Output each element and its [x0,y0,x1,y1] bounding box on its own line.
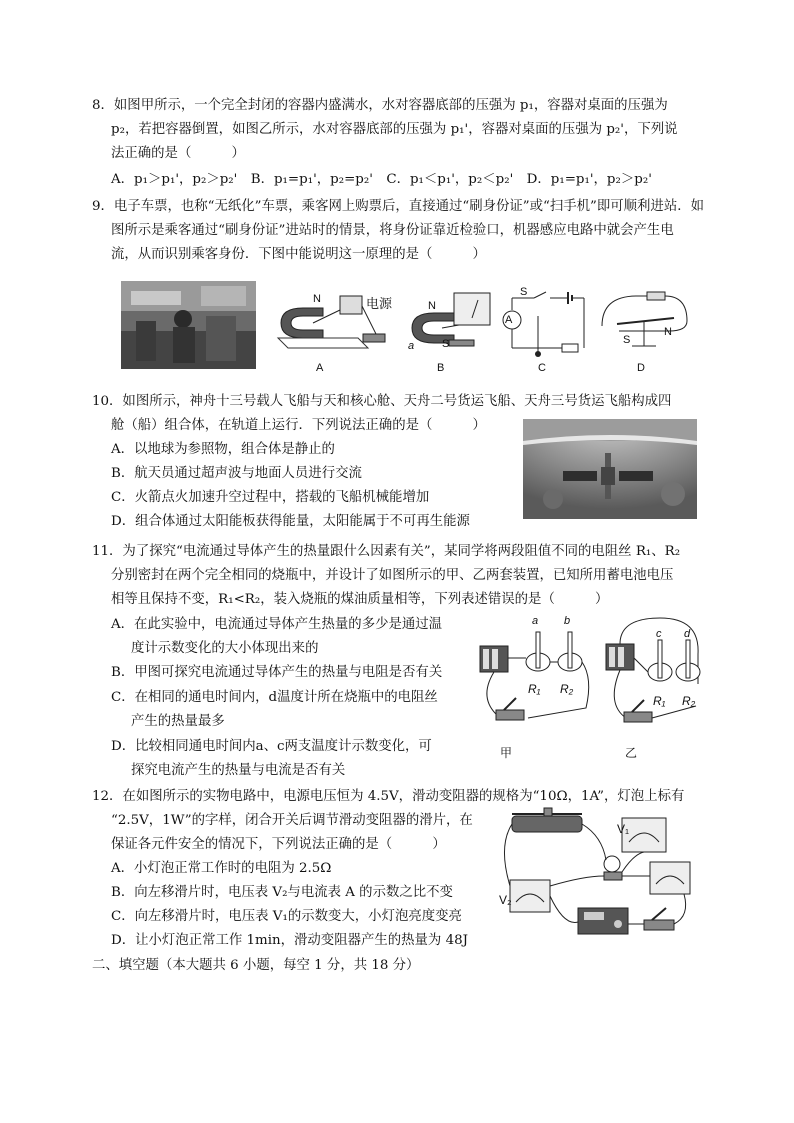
q11-option-d1: D．比较相同通电时间内a、c两支温度计示数变化，可 [111,739,432,754]
q9-line2: 图所示是乘客通过“刷身份证”进站时的情景，将身份证靠近检验口，机器感应电路中就会产生电 [111,223,674,238]
q8-line1: 8．如图甲所示，一个完全封闭的容器内盛满水，水对容器底部的压强为 p₁，容器对桌面的压强为 [92,98,668,113]
q9-label-b: B [437,362,445,374]
q12-circuit-figure [494,806,694,944]
q11-option-a2: 度计示数变化的大小体现出来的 [131,641,319,656]
q9-label-s4: S [623,334,631,346]
q10-line2: 舱（船）组合体，在轨道上运行．下列说法正确的是（ ） [111,418,486,433]
q11-label-r2b: R₂ [682,694,696,708]
q11-option-c2: 产生的热量最多 [131,714,225,729]
q11-label-yi: 乙 [625,746,638,760]
q11-label-r1a: R₁ [528,682,541,696]
q10-option-b: B．航天员通过超声波与地面人员进行交流 [111,466,362,481]
section-2-heading: 二、填空题（本大题共 6 小题，每空 1 分，共 18 分） [92,958,420,973]
q12-option-d: D．让小灯泡正常工作 1min，滑动变阻器产生的热量为 48J [111,933,468,948]
q12-line1: 12．在如图所示的实物电路中，电源电压恒为 4.5V，滑动变阻器的规格为“10Ω，1A”，灯泡上标有 [92,789,685,804]
q11-option-c1: C．在相同的通电时间内，d温度计所在烧瓶中的电阻丝 [111,690,438,705]
q12-line2: “2.5V，1W”的字样，闭合开关后调节滑动变阻器的滑片，在 [111,813,473,828]
q9-diagram-b [404,288,499,358]
q11-label-r1b: R₁ [653,694,666,708]
q11-label-d: d [684,628,691,640]
q9-station-photo [121,281,256,369]
q8-line2: p₂，若把容器倒置，如图乙所示，水对容器底部的压强为 p₁'，容器对桌面的压强为 p₂'，下列说 [111,122,678,137]
q8-line3: 法正确的是（ ） [111,146,245,161]
q11-option-d2: 探究电流产生的热量与电流是否有关 [131,763,346,778]
q8-options: A．p₁＞p₁'，p₂＞p₂' B．p₁=p₁'，p₂=p₂' C．p₁＜p₁'，p₂＜p₂' D．p₁=p₁'，p₂＞p₂' [111,172,652,187]
q11-label-r2a: R₂ [560,682,574,696]
q9-line3: 流，从而识别乘客身份．下图中能说明这一原理的是（ ） [111,247,486,262]
q12-option-a: A．小灯泡正常工作时的电阻为 2.5Ω [111,861,332,876]
q9-diagram-d [592,286,692,360]
q11-label-jia: 甲 [500,746,513,760]
q11-label-a: a [532,615,539,627]
q11-figure-jia [468,618,598,738]
q9-label-n2: N [428,300,436,312]
q12-label-v2: V₂ [499,893,512,907]
q9-label-a: A [316,362,324,374]
q10-option-d: D．组合体通过太阳能板获得能量，太阳能属于不可再生能源 [111,514,470,529]
q9-label-amp: A [505,314,513,326]
q10-option-a: A．以地球为参照物，组合体是静止的 [111,442,335,457]
q12-option-c: C．向左移滑片时，电压表 V₁的示数变大，小灯泡亮度变亮 [111,909,462,924]
q9-label-c: C [538,362,546,374]
q9-label-n1: N [313,293,321,305]
q10-space-station-photo [523,419,697,519]
q9-line1: 9．电子车票，也称“无纸化”车票，乘客网上购票后，直接通过“刷身份证”或“扫手机”即可顺利进站．如 [92,199,704,214]
q11-line1: 11．为了探究“电流通过导体产生的热量跟什么因素有关”，某同学将两段阻值不同的电阻丝 R₁、R₂ [92,544,681,559]
q10-option-c: C．火箭点火加速升空过程中，搭载的飞船机械能增加 [111,490,430,505]
q12-option-b: B．向左移滑片时，电压表 V₂与电流表 A 的示数之比不变 [111,885,453,900]
q12-label-v1: V₁ [617,822,630,836]
q11-option-a1: A．在此实验中，电流通过导体产生热量的多少是通过温 [111,617,443,632]
q10-line1: 10．如图所示，神舟十三号载人飞船与天和核心舱、天舟二号货运飞船、天舟三号货运飞船构成四 [92,394,672,409]
q9-label-power: 电源 [366,296,393,311]
q11-label-c: c [656,628,662,640]
q9-label-d: D [637,362,645,374]
q11-line3: 相等且保持不变，R₁<R₂，装入烧瓶的煤油质量相等，下列表述错误的是（ ） [111,592,609,607]
q9-label-n4: N [664,326,672,338]
q12-line3: 保证各元件安全的情况下，下列说法正确的是（ ） [111,837,446,852]
q11-option-b: B．甲图可探究电流通过导体产生的热量与电阻是否有关 [111,665,443,680]
q9-label-a-small: a [408,340,415,352]
q9-label-s2: S [442,338,450,350]
q9-label-s3: S [520,286,528,298]
q11-line2: 分别密封在两个完全相同的烧瓶中，并设计了如图所示的甲、乙两套装置，已知所用蓄电池电压 [111,568,674,583]
q11-label-b: b [564,615,571,627]
